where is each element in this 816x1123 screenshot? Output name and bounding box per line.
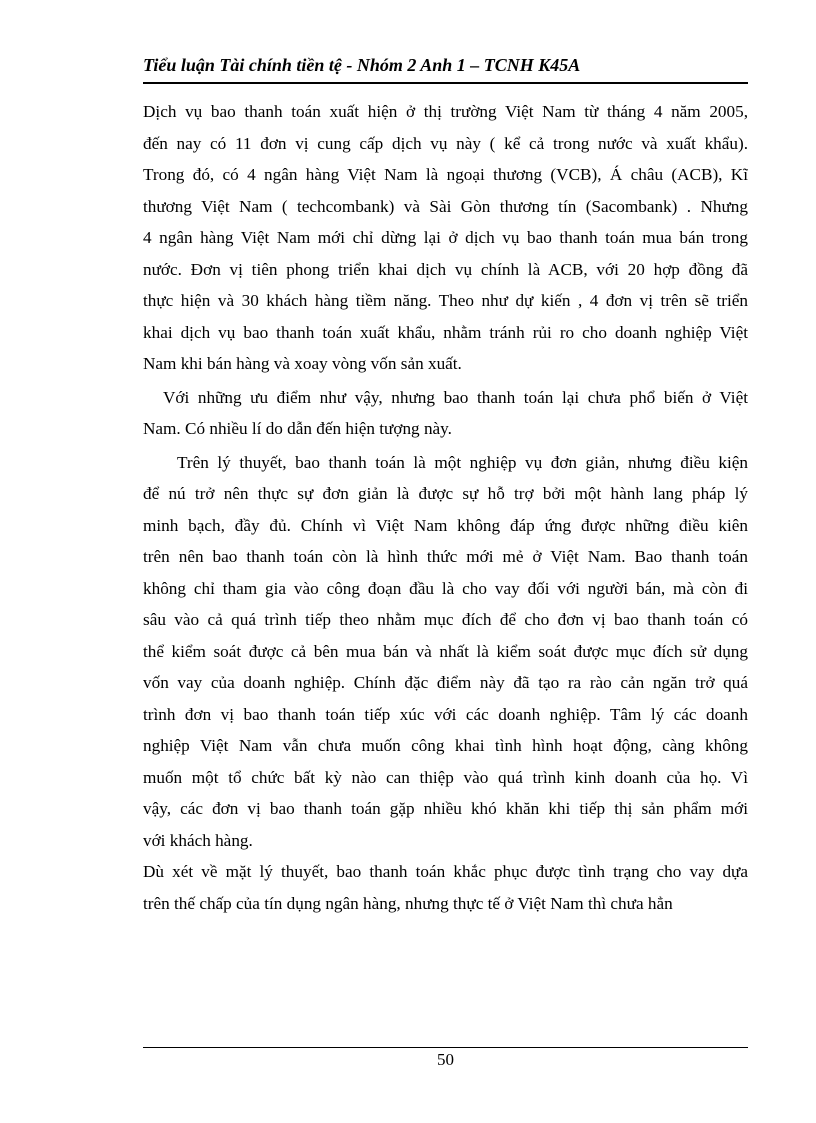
text-line: đến nay có 11 đơn vị cung cấp dịch vụ này ( kể cả trong nước và xuất khẩu). xyxy=(143,133,748,153)
text-line: Nam. Có nhiều lí do dẫn đến hiện tượng này. xyxy=(143,419,452,438)
text-line: trên nên bao thanh toán còn là hình thức mới mẻ ở Việt Nam. Bao thanh toán xyxy=(143,547,748,566)
text-line: với khách hàng. xyxy=(143,830,253,850)
text-line: sâu vào cả quá trình tiếp theo nhằm mục đích để cho đơn vị bao thanh toán có xyxy=(143,610,748,629)
text-line: muốn một tổ chức bất kỳ nào can thiệp vào quá trình kinh doanh của họ. Vì xyxy=(143,767,748,787)
text-line: để nú trở nên thực sự đơn giản là được sự hỗ trợ bởi một hành lang pháp lý xyxy=(143,484,748,503)
text-line: Trong đó, có 4 ngân hàng Việt Nam là ngoại thương (VCB), Á châu (ACB), Kĩ xyxy=(143,165,748,184)
text-line: không chỉ tham gia vào công đoạn đầu là cho vay đối với người bán, mà còn đi xyxy=(143,578,748,598)
text-line: minh bạch, đầy đủ. Chính vì Việt Nam không đáp ứng được những điều kiên xyxy=(143,515,748,535)
text-line: vốn vay của doanh nghiệp. Chính đặc điểm này đã tạo ra rào cản ngăn trở quá xyxy=(143,673,748,692)
text-line: nước. Đơn vị tiên phong triển khai dịch vụ chính là ACB, với 20 hợp đồng đã xyxy=(143,259,748,279)
text-line: vậy, các đơn vị bao thanh toán gặp nhiều khó khăn khi tiếp thị sản phẩm mới xyxy=(143,799,748,818)
document-body xyxy=(143,96,748,919)
text-line: thể kiểm soát được cả bên mua bán và nhất là kiểm soát được mục đích sử dụng xyxy=(143,641,748,661)
text-line: trên thế chấp của tín dụng ngân hàng, nhưng thực tế ở Việt Nam thì chưa hẳn xyxy=(143,893,673,913)
text-line: Dịch vụ bao thanh toán xuất hiện ở thị trường Việt Nam từ tháng 4 năm 2005, xyxy=(143,102,748,121)
text-line: 4 ngân hàng Việt Nam mới chỉ dừng lại ở dịch vụ bao thanh toán mua bán trong xyxy=(143,228,748,247)
text-line: khai dịch vụ bao thanh toán xuất khẩu, nhằm tránh rủi ro cho doanh nghiệp Việt xyxy=(143,322,748,342)
text-line: trình đơn vị bao thanh toán tiếp xúc với các doanh nghiệp. Tâm lý các doanh xyxy=(143,704,748,724)
text-line: Trên lý thuyết, bao thanh toán là một nghiệp vụ đơn giản, nhưng điều kiện xyxy=(177,452,748,472)
text-line: nghiệp Việt Nam vẫn chưa muốn công khai tình hình hoạt động, càng không xyxy=(143,736,748,755)
text-line: Dù xét về mặt lý thuyết, bao thanh toán khắc phục được tình trạng cho vay dựa xyxy=(143,862,748,881)
page-number: 50 xyxy=(437,1050,454,1069)
page-header xyxy=(143,52,748,84)
text-line: Nam khi bán hàng và xoay vòng vốn sản xuất. xyxy=(143,354,462,373)
text-line: Với những ưu điểm như vậy, nhưng bao thanh toán lại chưa phổ biến ở Việt xyxy=(163,387,748,407)
header-title: Tiểu luận Tài chính tiền tệ - Nhóm 2 Anh 1 – TCNH K45A xyxy=(143,55,581,75)
text-line: thực hiện và 30 khách hàng tiềm năng. Theo như dự kiến , 4 đơn vị trên sẽ triển xyxy=(143,291,748,310)
footer-divider xyxy=(143,1047,748,1048)
text-line: thương Việt Nam ( techcombank) và Sài Gòn thương tín (Sacombank) . Nhưng xyxy=(143,196,748,216)
